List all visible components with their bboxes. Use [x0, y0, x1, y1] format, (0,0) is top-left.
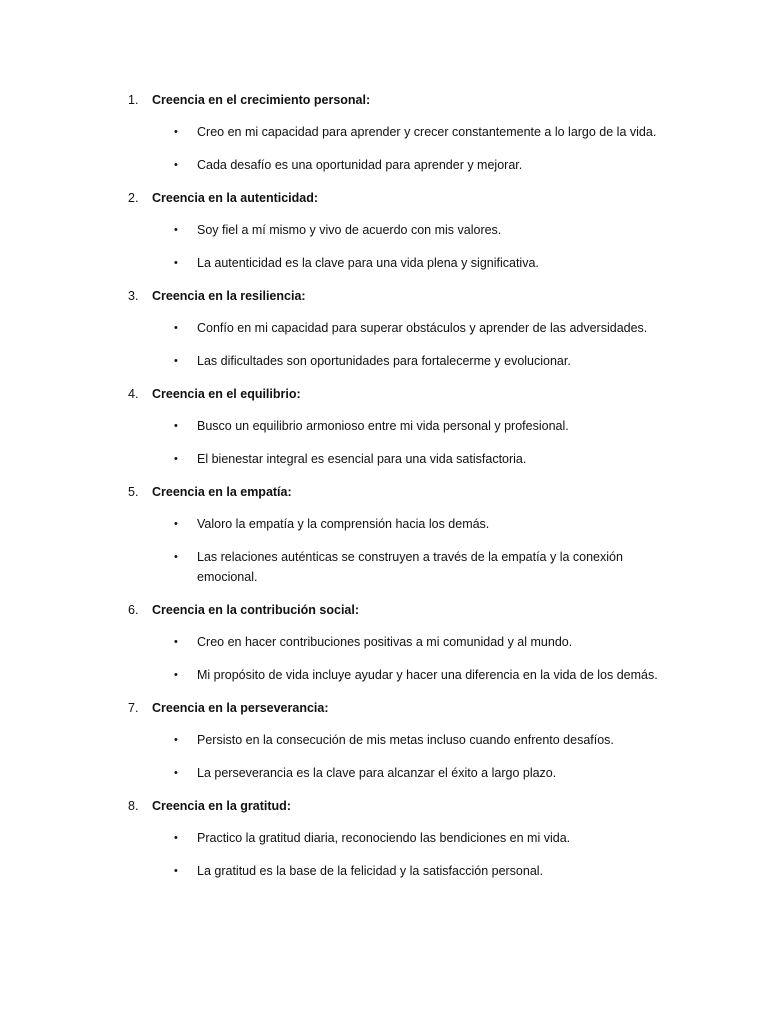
bullet-text: La autenticidad es la clave para una vida plena y significativa. [197, 256, 539, 270]
list-item-6 [0, 600, 768, 685]
item-number: 3. [128, 289, 139, 303]
bullet-icon: • [174, 257, 178, 269]
bullet-item [0, 763, 768, 783]
bullet-icon: • [174, 420, 178, 432]
bullet-item [0, 730, 768, 750]
item-number: 5. [128, 485, 139, 499]
bullet-text: Creo en mi capacidad para aprender y crecer constantemente a lo largo de la vida. [197, 125, 657, 139]
bullet-item [0, 861, 768, 881]
item-heading [0, 384, 768, 404]
item-number: 8. [128, 799, 139, 813]
item-heading [0, 698, 768, 718]
bullet-list [0, 416, 768, 469]
bullet-text: El bienestar integral es esencial para una vida satisfactoria. [197, 452, 527, 466]
bullet-list [0, 730, 768, 783]
bullet-text: La gratitud es la base de la felicidad y la satisfacción personal. [197, 864, 544, 878]
bullet-item [0, 155, 768, 175]
item-heading [0, 90, 768, 110]
bullet-icon: • [174, 832, 178, 844]
bullet-item [0, 220, 768, 240]
bullet-icon: • [174, 518, 178, 530]
bullet-list [0, 828, 768, 881]
list-item-5 [0, 482, 768, 587]
bullet-text: Practico la gratitud diaria, reconociendo las bendiciones en mi vida. [197, 831, 571, 845]
bullet-list [0, 122, 768, 175]
item-title: Creencia en el crecimiento personal: [152, 93, 371, 107]
bullet-icon: • [174, 767, 178, 779]
item-number: 4. [128, 387, 139, 401]
bullet-text: Valoro la empatía y la comprensión hacia los demás. [197, 517, 490, 531]
item-title: Creencia en la resiliencia: [152, 289, 306, 303]
list-item-2 [0, 188, 768, 273]
list-item-3 [0, 286, 768, 371]
bullet-text: Las dificultades son oportunidades para fortalecerme y evolucionar. [197, 354, 571, 368]
bullet-item [0, 514, 768, 534]
bullet-icon: • [174, 734, 178, 746]
item-number: 6. [128, 603, 139, 617]
bullet-icon: • [174, 865, 178, 877]
item-heading [0, 482, 768, 502]
item-number: 1. [128, 93, 139, 107]
bullet-item [0, 253, 768, 273]
bullet-icon: • [174, 355, 178, 367]
bullet-item [0, 449, 768, 469]
bullet-icon: • [174, 224, 178, 236]
bullet-text: Busco un equilibrio armonioso entre mi vida personal y profesional. [197, 419, 569, 433]
list-item-8 [0, 796, 768, 881]
bullet-text: Persisto en la consecución de mis metas incluso cuando enfrento desafíos. [197, 733, 614, 747]
item-title: Creencia en la empatía: [152, 485, 292, 499]
item-heading [0, 188, 768, 208]
item-number: 2. [128, 191, 139, 205]
bullet-item [0, 632, 768, 652]
bullet-text: Cada desafío es una oportunidad para aprender y mejorar. [197, 158, 523, 172]
bullet-item [0, 416, 768, 436]
item-heading [0, 796, 768, 816]
item-heading [0, 600, 768, 620]
bullet-icon: • [174, 159, 178, 171]
list-item-4 [0, 384, 768, 469]
bullet-item [0, 665, 768, 685]
list-item-7 [0, 698, 768, 783]
bullet-list [0, 318, 768, 371]
item-title: Creencia en la perseverancia: [152, 701, 329, 715]
item-title: Creencia en el equilibrio: [152, 387, 301, 401]
item-title: Creencia en la autenticidad: [152, 191, 319, 205]
bullet-item [0, 318, 768, 338]
list-item-1 [0, 90, 768, 175]
bullet-item [0, 828, 768, 848]
bullet-text: La perseverancia es la clave para alcanzar el éxito a largo plazo. [197, 766, 557, 780]
bullet-icon: • [174, 636, 178, 648]
bullet-icon: • [174, 126, 178, 138]
bullet-icon: • [174, 453, 178, 465]
bullet-item [0, 122, 768, 142]
bullet-list [0, 220, 768, 273]
bullet-icon: • [174, 322, 178, 334]
bullet-item [0, 547, 768, 587]
bullet-item [0, 351, 768, 371]
bullet-list [0, 632, 768, 685]
item-heading [0, 286, 768, 306]
item-title: Creencia en la contribución social: [152, 603, 360, 617]
bullet-icon: • [174, 669, 178, 681]
bullet-text: Las relaciones auténticas se construyen a través de la empatía y la conexión emocional. [197, 550, 623, 584]
item-number: 7. [128, 701, 139, 715]
item-title: Creencia en la gratitud: [152, 799, 291, 813]
bullet-text: Confío en mi capacidad para superar obstáculos y aprender de las adversidades. [197, 321, 648, 335]
bullet-text: Soy fiel a mí mismo y vivo de acuerdo con mis valores. [197, 223, 502, 237]
bullet-icon: • [174, 551, 178, 563]
bullet-text: Mi propósito de vida incluye ayudar y hacer una diferencia en la vida de los demás. [197, 668, 658, 682]
bullet-text: Creo en hacer contribuciones positivas a mi comunidad y al mundo. [197, 635, 573, 649]
bullet-list [0, 514, 768, 587]
